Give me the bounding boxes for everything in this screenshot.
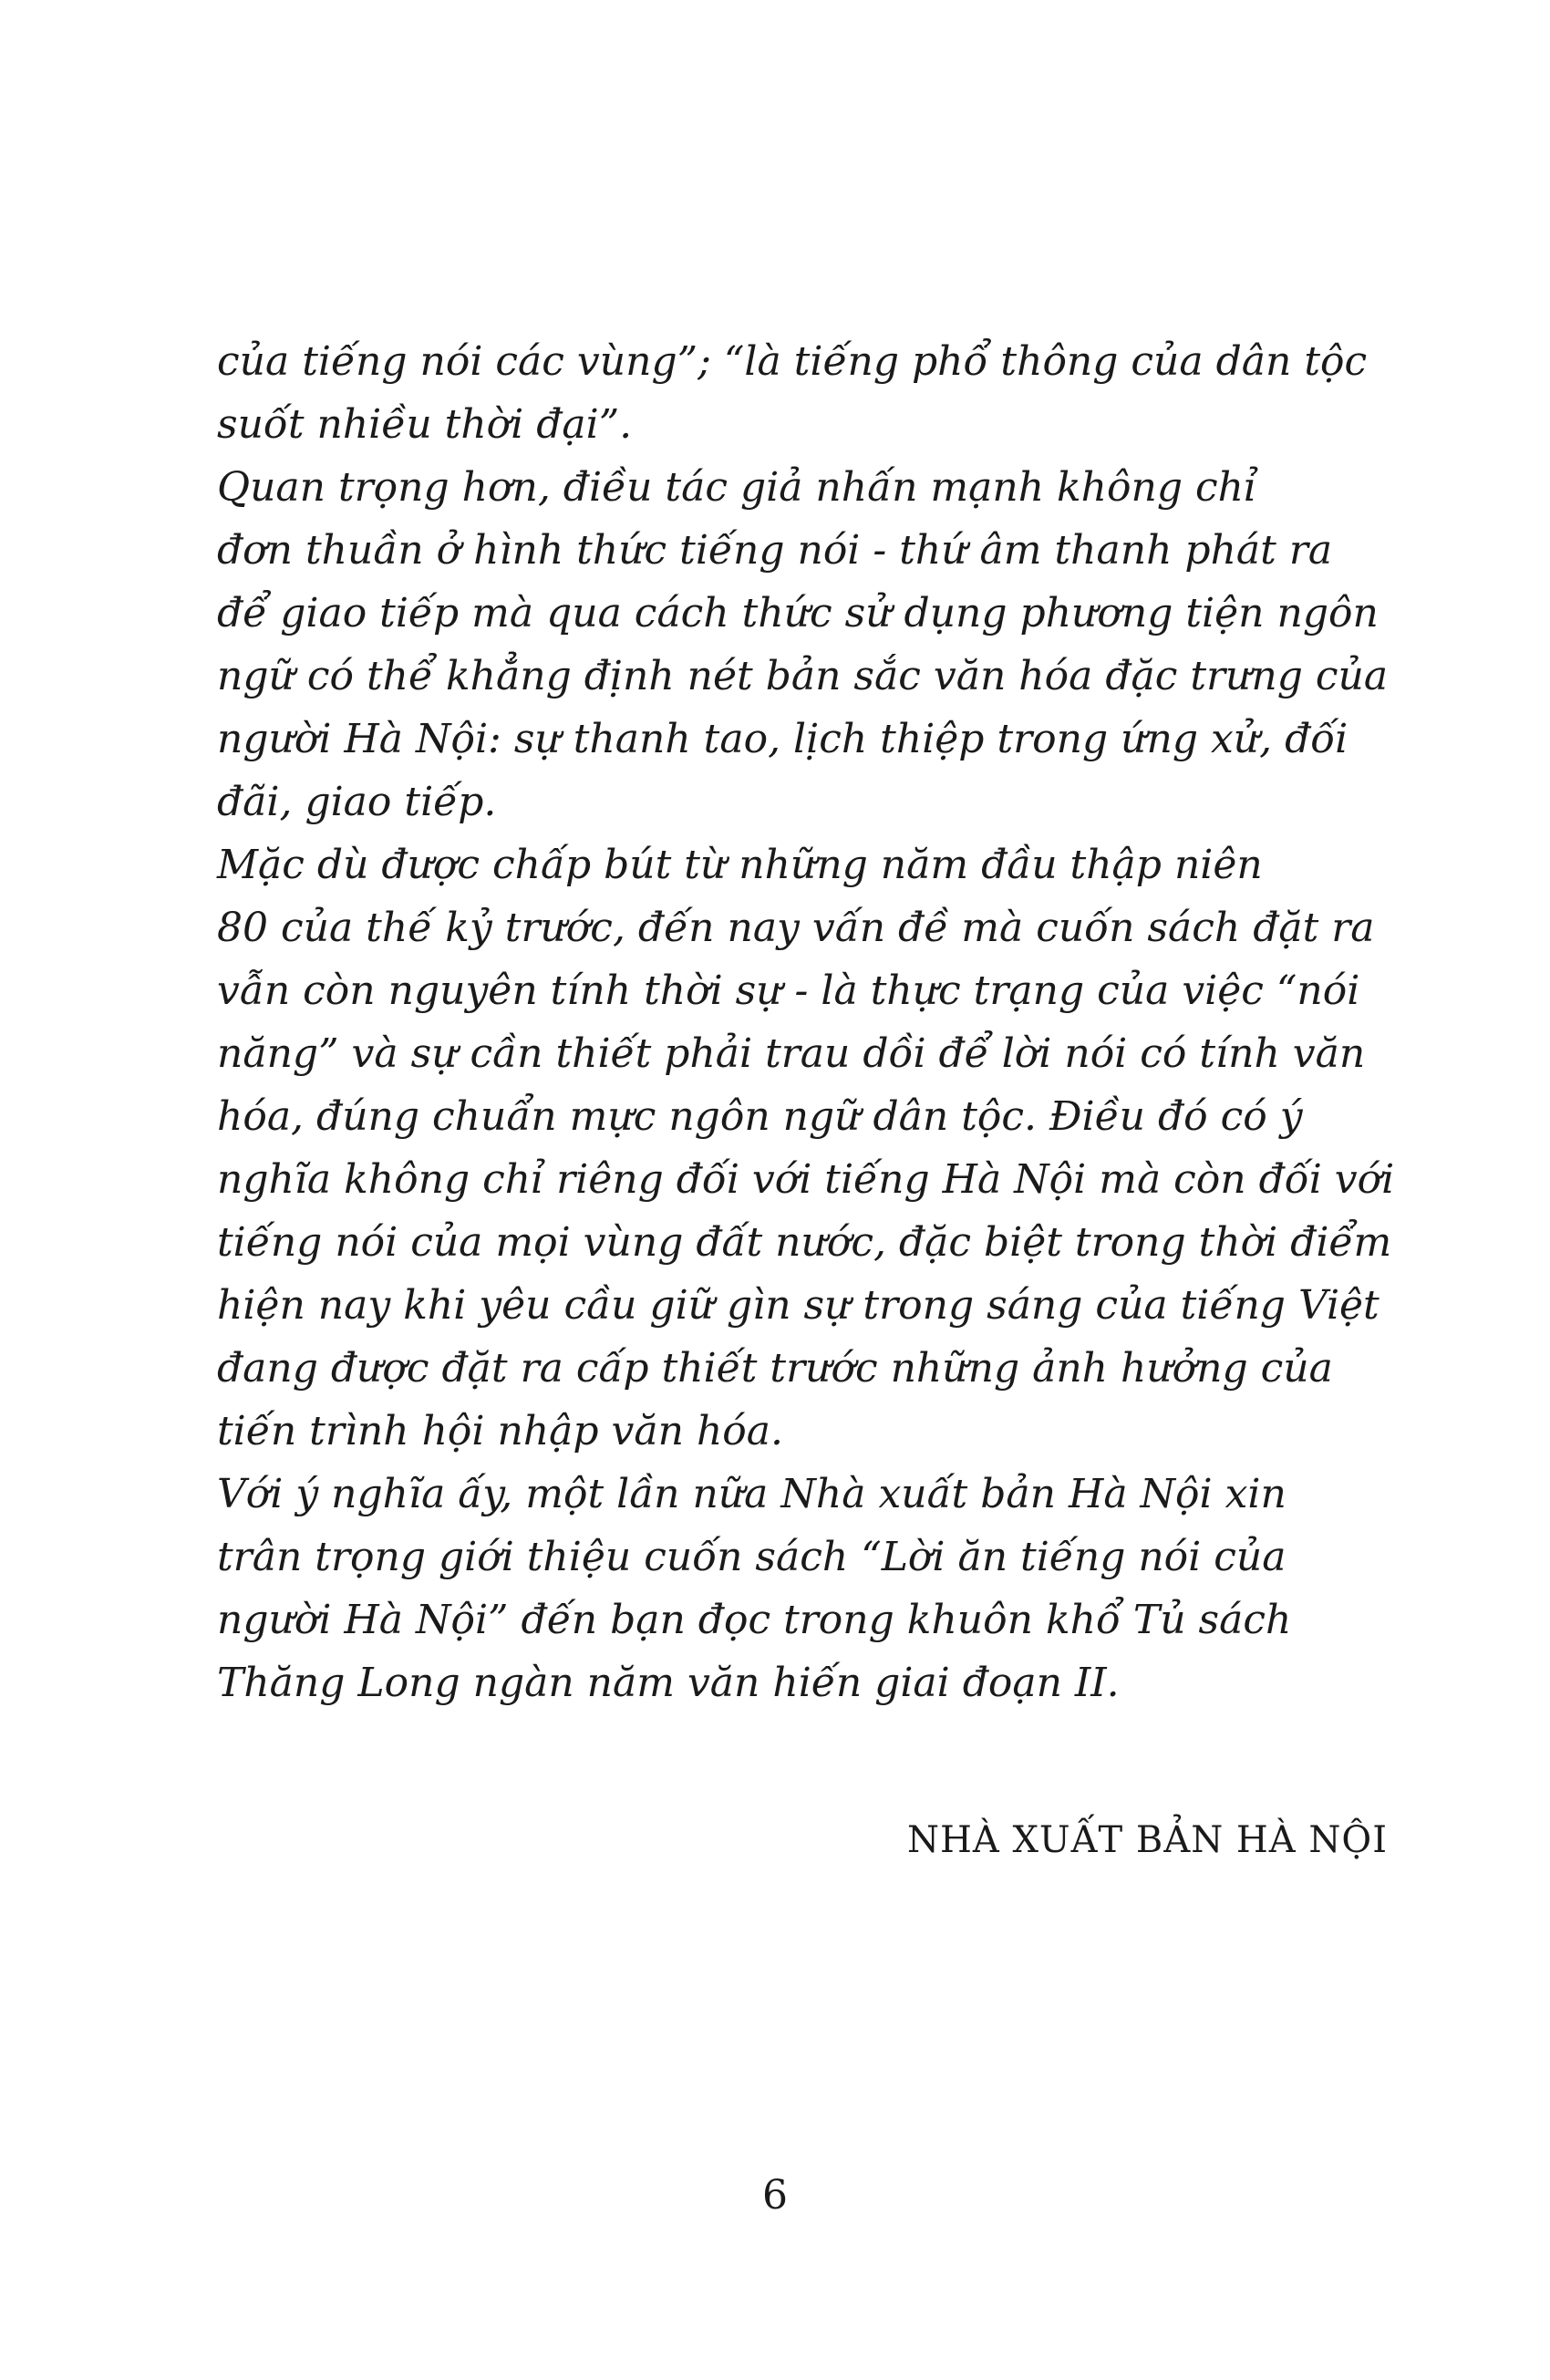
- text-line: tiếng nói của mọi vùng đất nước, đặc biệt trong thời điểm: [217, 1219, 1392, 1266]
- paragraph-1: [217, 330, 1393, 456]
- text-line: để giao tiếp mà qua cách thức sử dụng phương tiện ngôn: [217, 590, 1379, 636]
- page-number: 6: [762, 2172, 788, 2219]
- text-line: Thăng Long ngàn năm văn hiến giai đoạn II.: [217, 1660, 1120, 1706]
- body-text: [217, 330, 1393, 1714]
- text-line: tiến trình hội nhập văn hóa.: [217, 1408, 784, 1454]
- text-line: nghĩa không chỉ riêng đối với tiếng Hà Nội mà còn đối với: [217, 1156, 1395, 1203]
- paragraph-4: [217, 1463, 1393, 1714]
- text-line: Quan trọng hơn, điều tác giả nhấn mạnh không chỉ: [217, 464, 1257, 511]
- text-line: hiện nay khi yêu cầu giữ gìn sự trong sáng của tiếng Việt: [217, 1282, 1380, 1329]
- text-line: của tiếng nói các vùng”; “là tiếng phổ thông của dân tộc: [217, 338, 1368, 385]
- text-line: Mặc dù được chấp bút từ những năm đầu thập niên: [217, 842, 1263, 888]
- text-line: đơn thuần ở hình thức tiếng nói - thứ âm thanh phát ra: [217, 527, 1333, 574]
- publisher-signature: NHÀ XUẤT BẢN HÀ NỘI: [906, 1819, 1388, 1861]
- text-line: Với ý nghĩa ấy, một lần nữa Nhà xuất bản Hà Nội xin: [217, 1471, 1286, 1517]
- paragraph-2: [217, 456, 1393, 833]
- text-line: vẫn còn nguyên tính thời sự - là thực trạng của việc “nói: [217, 968, 1360, 1014]
- text-line: đang được đặt ra cấp thiết trước những ảnh hưởng của: [217, 1345, 1333, 1392]
- text-line: người Hà Nội: sự thanh tao, lịch thiệp trong ứng xử, đối: [217, 716, 1348, 762]
- text-line: năng” và sự cần thiết phải trau dồi để lời nói có tính văn: [217, 1030, 1366, 1077]
- paragraph-3: [217, 833, 1393, 1463]
- text-line: ngữ có thể khẳng định nét bản sắc văn hóa đặc trưng của: [217, 653, 1389, 699]
- text-line: hóa, đúng chuẩn mực ngôn ngữ dân tộc. Điều đó có ý: [217, 1093, 1303, 1140]
- text-line: 80 của thế kỷ trước, đến nay vấn đề mà cuốn sách đặt ra: [217, 905, 1375, 951]
- text-line: trân trọng giới thiệu cuốn sách “Lời ăn tiếng nói của: [217, 1534, 1286, 1580]
- text-line: người Hà Nội” đến bạn đọc trong khuôn khổ Tủ sách: [217, 1597, 1292, 1643]
- text-line: suốt nhiều thời đại”.: [217, 401, 633, 448]
- text-line: đãi, giao tiếp.: [217, 779, 497, 825]
